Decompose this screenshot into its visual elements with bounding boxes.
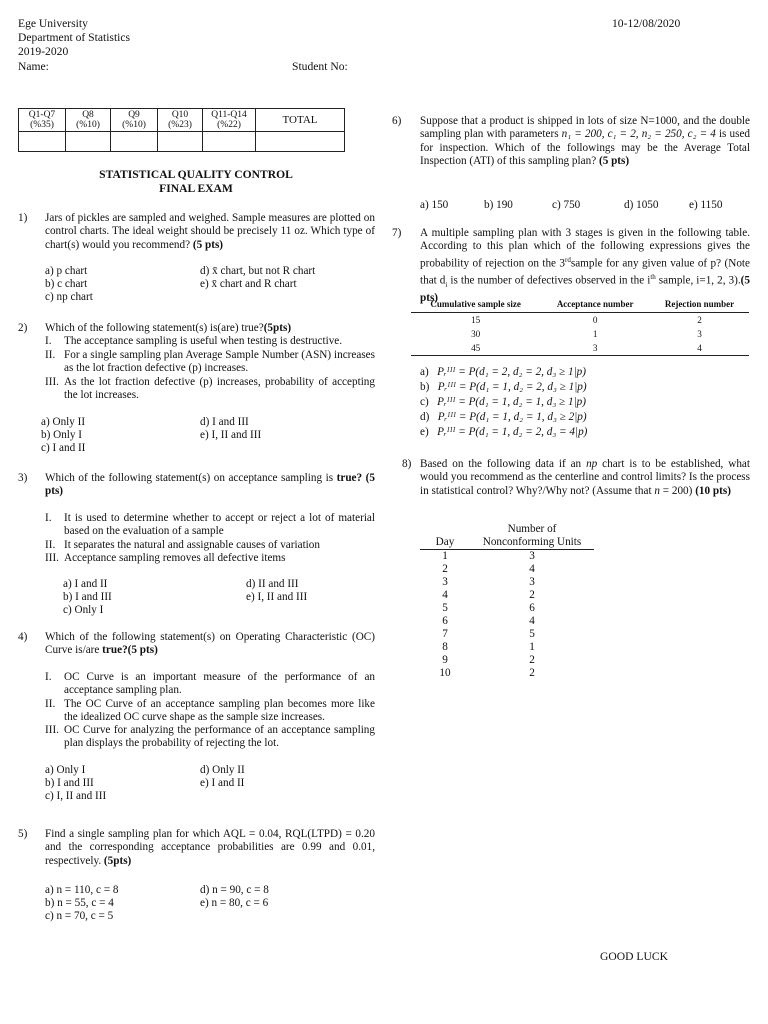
question-text: Which of the following statement(s) is(are) true?(5pts)	[45, 322, 292, 334]
option[interactable]: b) n = 55, c = 4	[45, 897, 114, 909]
option[interactable]: b) Pᵣᴵᴵᴵ = P(d₁ = 1, d₂ = 2, d₃ ≥ 1|p)	[420, 381, 587, 393]
option[interactable]: c) I, II and III	[45, 790, 107, 802]
option[interactable]: d) Pᵣᴵᴵᴵ = P(d₁ = 1, d₂ = 1, d₃ ≥ 2|p)	[420, 411, 587, 423]
statement: III. As the lot fraction defective (p) increases, probability of accepting the lot increases.	[45, 376, 375, 402]
question-text: Which of the following statement(s) on Operating Characteristic (OC) Curve is/are true?(5 pts)	[45, 631, 375, 657]
table-row: 6 4	[442, 615, 535, 627]
option[interactable]: b) I and III	[45, 777, 94, 789]
option[interactable]: d) n = 90, c = 8	[200, 884, 269, 896]
grade-cell[interactable]	[19, 132, 66, 152]
table-header: Cumulative sample size	[411, 298, 540, 313]
grade-col-header: Q1-Q7 (%35)	[19, 109, 66, 132]
table-row: 9 2	[442, 654, 535, 666]
q7-options	[420, 366, 750, 446]
academic-year: 2019-2020	[18, 45, 69, 59]
table-header: Day	[420, 523, 470, 550]
department-name: Department of Statistics	[18, 31, 131, 45]
option[interactable]: a) I and II	[63, 578, 108, 590]
option[interactable]: e) 1150	[689, 199, 723, 211]
question-number: 5)	[18, 828, 28, 840]
statement: II. For a single sampling plan Average Sample Number (ASN) increases as the lot fraction defective (p) increases.	[45, 349, 375, 375]
table-row: 2 4	[442, 563, 535, 575]
option[interactable]: c) np chart	[45, 291, 93, 303]
option[interactable]: a) p chart	[45, 265, 88, 277]
option[interactable]: a) Pᵣᴵᴵᴵ = P(d₁ = 2, d₂ = 2, d₃ ≥ 1|p)	[420, 366, 586, 378]
option[interactable]: a) Only I	[45, 764, 86, 776]
option[interactable]: c) Only I	[63, 604, 104, 616]
question-text: Based on the following data if an np chart is to be established, what would you recommend as the centerline and control limits? Is the process in statistical control? Why?/Why not? (Assume that n = 200) (10 pts)	[420, 458, 751, 497]
grade-cell[interactable]	[111, 132, 158, 152]
option[interactable]: a) Only II	[41, 416, 86, 428]
table-header: Number of Nonconforming Units	[470, 523, 594, 550]
question-1	[18, 212, 375, 312]
table-row: 4 2	[442, 589, 535, 601]
question-number: 3)	[18, 472, 28, 484]
exam-date: 10-12/08/2020	[612, 17, 681, 30]
statement: I. OC Curve is an important measure of the performance of an acceptance sampling plan.	[45, 671, 375, 697]
option[interactable]: c) I and II	[41, 442, 86, 454]
name-label: Name:	[18, 59, 49, 73]
option[interactable]: e) Pᵣᴵᴵᴵ = P(d₁ = 1, d₂ = 2, d₃ = 4|p)	[420, 426, 588, 438]
grade-col-header: Q11-Q14 (%22)	[203, 109, 256, 132]
question-number: 8)	[402, 458, 412, 470]
question-number: 7)	[392, 227, 402, 239]
table-row: 5 6	[442, 602, 535, 614]
table-row: 45 3 4	[411, 341, 749, 356]
sampling-parameters: n₁ = 200, c₁ = 2, n₂ = 250, c₂ = 4	[561, 128, 716, 141]
grade-cell[interactable]	[158, 132, 203, 152]
student-no-label: Student No:	[292, 60, 348, 73]
question-6	[392, 115, 750, 215]
statement: III. OC Curve for analyzing the performance of an acceptance sampling plan displays the probability of rejecting the lot.	[45, 724, 375, 750]
question-text: Which of the following statement(s) on acceptance sampling is true? (5 pts)	[45, 472, 375, 498]
option[interactable]: b) Only I	[41, 429, 83, 441]
header-block	[18, 17, 130, 74]
question-4	[18, 631, 375, 811]
option[interactable]: e) I, II and III	[200, 429, 262, 441]
option[interactable]: d) Only II	[200, 764, 245, 776]
table-row: 3 3	[442, 576, 535, 588]
university-name: Ege University	[18, 17, 88, 30]
option[interactable]: c) Pᵣᴵᴵᴵ = P(d₁ = 1, d₂ = 1, d₃ ≥ 1|p)	[420, 396, 586, 408]
option[interactable]: d) 1050	[624, 199, 659, 211]
table-row: 1 3	[442, 550, 535, 562]
question-5	[18, 828, 375, 928]
option[interactable]: d) x̄ chart, but not R chart	[200, 265, 316, 277]
grade-table	[18, 108, 345, 152]
grade-cell[interactable]	[203, 132, 256, 152]
option[interactable]: d) I and III	[200, 416, 249, 428]
question-number: 1)	[18, 212, 28, 224]
table-header: Rejection number	[650, 298, 749, 313]
nonconforming-units-table	[420, 523, 594, 680]
question-3	[18, 472, 375, 622]
statement: I. The acceptance sampling is useful when testing is destructive.	[45, 335, 343, 347]
option[interactable]: b) 190	[484, 199, 513, 211]
exam-title: STATISTICAL QUALITY CONTROL FINAL EXAM	[99, 168, 293, 195]
question-text: Find a single sampling plan for which AQL = 0.04, RQL(LTPD) = 0.20 and the corresponding acceptance probabilities are 0.99 and 0.01, respectively. (5pts)	[45, 828, 375, 867]
option[interactable]: e) I, II and III	[246, 591, 308, 603]
option[interactable]: e) I and II	[200, 777, 245, 789]
option[interactable]: d) II and III	[246, 578, 299, 590]
grade-cell[interactable]	[66, 132, 111, 152]
option[interactable]: e) x̄ chart and R chart	[200, 278, 297, 290]
good-luck-footer: GOOD LUCK	[600, 950, 668, 963]
option[interactable]: a) 150	[420, 199, 449, 211]
table-row: 8 1	[442, 641, 535, 653]
table-row: 30 1 3	[471, 328, 702, 339]
statement: III. Acceptance sampling removes all defective items	[45, 552, 286, 564]
question-text: A multiple sampling plan with 3 stages is given in the following table. According to this plan which of the following expressions gives the probability of rejection on the 3rdsample for any given value of p? (Note that $d_i$ is the number of defectives observed in the $i^{th}$ sample, i=1, 2, 3).(5 pts)	[420, 227, 750, 305]
question-number: 2)	[18, 322, 28, 334]
statement: II. It separates the natural and assignable causes of variation	[45, 539, 320, 551]
grade-col-header: Q9 (%10)	[111, 109, 158, 132]
table-header: Acceptance number	[540, 298, 650, 313]
grade-total-cell[interactable]	[256, 132, 345, 152]
option[interactable]: c) n = 70, c = 5	[45, 910, 114, 922]
option[interactable]: b) c chart	[45, 278, 88, 290]
statement: II. The OC Curve of an acceptance sampling plan becomes more like the idealized OC curve shape as the sample size increases.	[45, 698, 375, 724]
grade-total-header: TOTAL	[256, 109, 345, 132]
question-number: 4)	[18, 631, 28, 643]
statement: I. It is used to determine whether to accept or reject a lot of material based on the evaluation of a sample	[45, 512, 375, 538]
question-2	[18, 322, 375, 457]
grade-col-header: Q10 (%23)	[158, 109, 203, 132]
option[interactable]: c) 750	[552, 199, 581, 211]
table-row: 15 0 2	[471, 314, 702, 325]
question-text: Jars of pickles are sampled and weighed. Sample measures are plotted on control charts. The ideal weight should be precisely 11 oz. Which type of chart(s) would you recommend? (5 pts)	[45, 212, 375, 251]
question-number: 6)	[392, 115, 402, 127]
option[interactable]: e) n = 80, c = 6	[200, 897, 269, 909]
multiple-sampling-table	[411, 298, 749, 356]
table-row: 7 5	[442, 628, 535, 640]
option[interactable]: a) n = 110, c = 8	[45, 884, 119, 896]
option[interactable]: b) I and III	[63, 591, 112, 603]
question-8	[402, 458, 750, 518]
grade-col-header: Q8 (%10)	[66, 109, 111, 132]
table-row: 10 2	[439, 667, 535, 679]
question-text: Suppose that a product is shipped in lots of size N=1000, and the double sampling plan with parameters n₁ = 200, c₁ = 2, n₂ = 250, c₂ = 4 is used for inspection. Which of the followings may be the Average Total Inspection (ATI) of this sampling plan? (5 pts)	[420, 115, 751, 168]
